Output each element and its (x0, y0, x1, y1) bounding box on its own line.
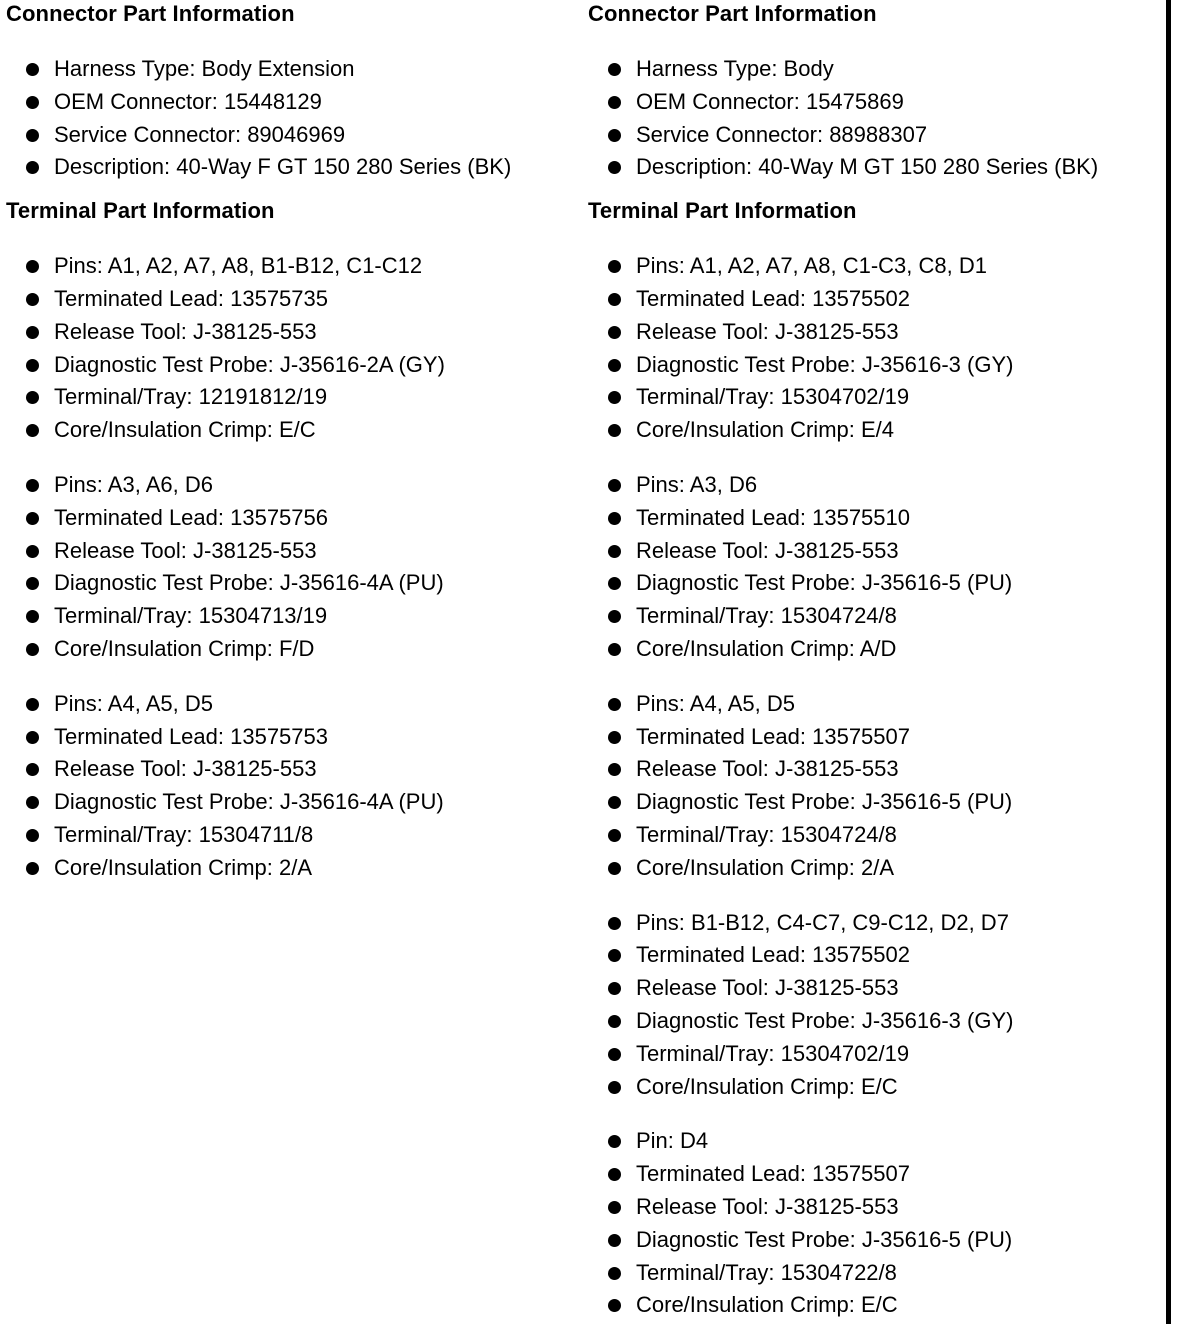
list-item (6, 151, 581, 184)
connector-heading: Connector Part Information (6, 1, 295, 26)
list-item (6, 283, 581, 316)
bullet-icon (608, 643, 621, 656)
item-text: Terminal/Tray: 15304711/8 (54, 821, 314, 847)
item-text: Release Tool: J-38125-553 (636, 756, 899, 782)
bullet-icon (26, 796, 39, 809)
list-item (588, 721, 1166, 754)
bullet-icon (608, 512, 621, 525)
item-text: Core/Insulation Crimp: E/4 (636, 417, 894, 443)
item-text: Pin: D4 (636, 1128, 709, 1154)
bullet-icon (26, 610, 39, 623)
bullet-icon (608, 1234, 621, 1247)
item-text: Service Connector: 89046969 (54, 121, 346, 147)
item-text: Diagnostic Test Probe: J-35616-5 (PU) (636, 570, 1013, 596)
item-text: Diagnostic Test Probe: J-35616-5 (PU) (636, 1226, 1013, 1252)
item-text: Core/Insulation Crimp: E/C (636, 1073, 898, 1099)
list-item (588, 1071, 1166, 1104)
bullet-icon (608, 796, 621, 809)
bullet-icon (608, 391, 621, 404)
bullet-icon (26, 512, 39, 525)
terminal-group (588, 688, 1166, 885)
list-item (6, 753, 581, 786)
item-text: Release Tool: J-38125-553 (54, 318, 317, 344)
item-text: Terminated Lead: 13575502 (636, 285, 910, 311)
list-item (588, 349, 1166, 382)
bullet-icon (26, 862, 39, 875)
item-text: Diagnostic Test Probe: J-35616-4A (PU) (54, 789, 444, 815)
item-text: Terminated Lead: 13575502 (636, 942, 910, 968)
bullet-icon (608, 479, 621, 492)
list-item (588, 250, 1166, 283)
bullet-icon (608, 829, 621, 842)
bullet-icon (608, 260, 621, 273)
item-text: Terminal/Tray: 15304724/8 (636, 603, 897, 629)
item-text: Release Tool: J-38125-553 (636, 975, 899, 1001)
bullet-icon (608, 1201, 621, 1214)
list-item (6, 349, 581, 382)
bullet-icon (608, 949, 621, 962)
item-text: Diagnostic Test Probe: J-35616-2A (GY) (54, 351, 445, 377)
right-column (588, 0, 1166, 1322)
bullet-icon (608, 1168, 621, 1181)
connector-list (588, 53, 1166, 184)
left-column (6, 0, 581, 885)
bullet-icon (26, 326, 39, 339)
item-text: Release Tool: J-38125-553 (54, 756, 317, 782)
item-text: Core/Insulation Crimp: E/C (54, 417, 316, 443)
item-text: Core/Insulation Crimp: E/C (636, 1292, 898, 1318)
item-text: Pins: A3, A6, D6 (54, 471, 213, 497)
list-item (6, 381, 581, 414)
list-item (588, 1125, 1166, 1158)
bullet-icon (608, 610, 621, 623)
list-item (6, 414, 581, 447)
list-item (588, 907, 1166, 940)
list-item (588, 1191, 1166, 1224)
list-item (6, 852, 581, 885)
terminal-group (588, 1125, 1166, 1322)
bullet-icon (26, 479, 39, 492)
bullet-icon (26, 260, 39, 273)
terminal-group (588, 250, 1166, 447)
bullet-icon (26, 643, 39, 656)
list-item (588, 381, 1166, 414)
bullet-icon (26, 129, 39, 142)
bullet-icon (26, 731, 39, 744)
item-text: Diagnostic Test Probe: J-35616-3 (GY) (636, 1007, 1014, 1033)
item-text: OEM Connector: 15475869 (636, 88, 904, 114)
item-text: Diagnostic Test Probe: J-35616-4A (PU) (54, 570, 444, 596)
bullet-icon (26, 545, 39, 558)
list-item (588, 86, 1166, 119)
item-text: Terminal/Tray: 15304702/19 (636, 384, 910, 410)
bullet-icon (608, 424, 621, 437)
list-item (588, 535, 1166, 568)
item-text: Terminated Lead: 13575753 (54, 723, 328, 749)
bullet-icon (608, 763, 621, 776)
list-item (588, 1289, 1166, 1322)
list-item (6, 86, 581, 119)
list-item (6, 688, 581, 721)
list-item (6, 53, 581, 86)
list-item (588, 972, 1166, 1005)
list-item (588, 1158, 1166, 1191)
connector-heading: Connector Part Information (588, 1, 877, 26)
bullet-icon (26, 391, 39, 404)
list-item (588, 688, 1166, 721)
bullet-icon (26, 424, 39, 437)
list-item (588, 1224, 1166, 1257)
bullet-icon (608, 698, 621, 711)
list-item (6, 502, 581, 535)
item-text: Pins: A3, D6 (636, 471, 758, 497)
item-text: Terminal/Tray: 15304702/19 (636, 1040, 910, 1066)
list-item (6, 469, 581, 502)
list-item (588, 414, 1166, 447)
bullet-icon (26, 763, 39, 776)
item-text: OEM Connector: 15448129 (54, 88, 322, 114)
bullet-icon (608, 293, 621, 306)
bullet-icon (608, 161, 621, 174)
list-item (6, 600, 581, 633)
item-text: Pins: A1, A2, A7, A8, B1-B12, C1-C12 (54, 253, 423, 279)
terminal-group (6, 688, 581, 885)
item-text: Terminated Lead: 13575735 (54, 285, 328, 311)
list-item (6, 567, 581, 600)
list-item (6, 119, 581, 152)
item-text: Core/Insulation Crimp: 2/A (636, 854, 894, 880)
bullet-icon (608, 1299, 621, 1312)
bullet-icon (608, 862, 621, 875)
item-text: Service Connector: 88988307 (636, 121, 928, 147)
item-text: Diagnostic Test Probe: J-35616-3 (GY) (636, 351, 1014, 377)
bullet-icon (608, 917, 621, 930)
list-item (6, 316, 581, 349)
list-item (588, 119, 1166, 152)
item-text: Release Tool: J-38125-553 (54, 537, 317, 563)
bullet-icon (608, 96, 621, 109)
list-item (588, 1038, 1166, 1071)
list-item (6, 250, 581, 283)
list-item (588, 1005, 1166, 1038)
list-item (588, 316, 1166, 349)
list-item (588, 53, 1166, 86)
item-text: Harness Type: Body (636, 56, 834, 81)
bullet-icon (608, 1015, 621, 1028)
item-text: Pins: A4, A5, D5 (54, 690, 213, 716)
bullet-icon (608, 982, 621, 995)
item-text: Description: 40-Way M GT 150 280 Series (BK) (636, 154, 1099, 180)
terminal-group (588, 907, 1166, 1104)
item-text: Core/Insulation Crimp: 2/A (54, 854, 312, 880)
list-item (588, 939, 1166, 972)
item-text: Core/Insulation Crimp: F/D (54, 635, 315, 661)
list-item (588, 633, 1166, 666)
item-text: Diagnostic Test Probe: J-35616-5 (PU) (636, 789, 1013, 815)
list-item (588, 786, 1166, 819)
list-item (6, 721, 581, 754)
bullet-icon (26, 359, 39, 372)
list-item (6, 819, 581, 852)
item-text: Terminal/Tray: 15304713/19 (54, 603, 328, 629)
connector-list (6, 53, 581, 184)
bullet-icon (26, 63, 39, 76)
bullet-icon (26, 293, 39, 306)
item-text: Terminal/Tray: 15304722/8 (636, 1259, 897, 1285)
bullet-icon (608, 326, 621, 339)
bullet-icon (608, 545, 621, 558)
item-text: Terminated Lead: 13575756 (54, 504, 328, 530)
item-text: Pins: B1-B12, C4-C7, C9-C12, D2, D7 (636, 909, 1009, 935)
list-item (6, 786, 581, 819)
item-text: Terminated Lead: 13575507 (636, 723, 910, 749)
page-edge-rule (1166, 0, 1171, 1324)
bullet-icon (26, 96, 39, 109)
item-text: Description: 40-Way F GT 150 280 Series (BK) (54, 154, 512, 180)
bullet-icon (608, 1081, 621, 1094)
list-item (588, 1257, 1166, 1290)
list-item (6, 535, 581, 568)
item-text: Terminated Lead: 13575510 (636, 504, 910, 530)
item-text: Pins: A4, A5, D5 (636, 690, 795, 716)
item-text: Core/Insulation Crimp: A/D (636, 635, 897, 661)
list-item (588, 151, 1166, 184)
terminal-group (588, 469, 1166, 666)
item-text: Release Tool: J-38125-553 (636, 537, 899, 563)
bullet-icon (26, 698, 39, 711)
list-item (588, 567, 1166, 600)
bullet-icon (608, 129, 621, 142)
list-item (588, 753, 1166, 786)
item-text: Terminal/Tray: 12191812/19 (54, 384, 328, 410)
terminal-heading: Terminal Part Information (6, 198, 275, 224)
list-item (6, 633, 581, 666)
bullet-icon (26, 829, 39, 842)
item-text: Terminal/Tray: 15304724/8 (636, 821, 897, 847)
item-text: Harness Type: Body Extension (54, 56, 355, 81)
item-text: Release Tool: J-38125-553 (636, 318, 899, 344)
list-item (588, 283, 1166, 316)
list-item (588, 502, 1166, 535)
bullet-icon (26, 577, 39, 590)
list-item (588, 819, 1166, 852)
bullet-icon (608, 1135, 621, 1148)
list-item (588, 600, 1166, 633)
bullet-icon (608, 1267, 621, 1280)
list-item (588, 469, 1166, 502)
terminal-group (6, 469, 581, 666)
item-text: Release Tool: J-38125-553 (636, 1193, 899, 1219)
list-item (588, 852, 1166, 885)
bullet-icon (608, 577, 621, 590)
item-text: Terminated Lead: 13575507 (636, 1161, 910, 1187)
bullet-icon (26, 161, 39, 174)
terminal-group (6, 250, 581, 447)
terminal-heading: Terminal Part Information (588, 198, 857, 224)
item-text: Pins: A1, A2, A7, A8, C1-C3, C8, D1 (636, 253, 987, 279)
bullet-icon (608, 359, 621, 372)
bullet-icon (608, 63, 621, 76)
bullet-icon (608, 731, 621, 744)
bullet-icon (608, 1048, 621, 1061)
